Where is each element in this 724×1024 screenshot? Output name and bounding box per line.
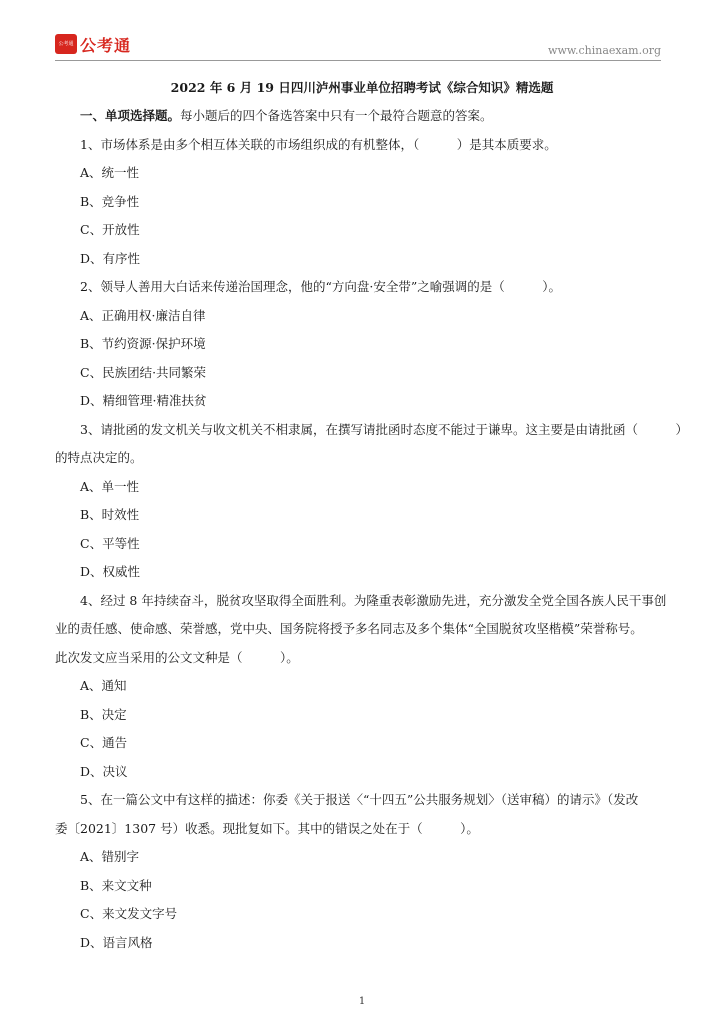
answer-option: B、时效性 [80,507,140,522]
question-list [55,131,688,958]
question-block [55,416,688,587]
answer-option: D、精细管理·精准扶贫 [80,393,207,408]
answer-option: B、节约资源·保护环境 [80,336,206,351]
section-heading [55,102,669,131]
question-stem: 的特点决定的。 [55,450,143,465]
question-stem: 1、市场体系是由多个相互体关联的市场组织成的有机整体，（ ）是其本质要求。 [80,136,557,152]
section-label: 一、单项选择题。 [80,108,181,123]
answer-option: D、决议 [80,763,128,779]
answer-option: B、竞争性 [80,193,140,209]
answer-option: A、统一性 [80,165,140,180]
question-block [55,786,669,957]
answer-option: B、来文文种 [80,877,152,893]
answer-option: A、正确用权·廉洁自律 [80,307,206,323]
question-stem: 业的责任感、使命感、荣誉感，党中央、国务院将授予多名同志及多个集体“全国脱贫攻坚楷模”荣誉称号。 [55,621,643,636]
question-stem: 委〔2021〕1307 号）收悉。现批复如下。其中的错误之处在于（ ）。 [55,820,479,836]
question-block [55,131,669,274]
answer-option: A、通知 [80,678,127,693]
answer-option: A、错别字 [80,849,140,864]
answer-option: A、单一性 [80,478,140,494]
page-header [0,0,724,60]
question-stem: 4、经过 8 年持续奋斗，脱贫攻坚取得全面胜利。为隆重表彰激励先进，充分激发全党全国各族人民干事创 [80,592,667,608]
answer-option: D、语言风格 [80,934,153,950]
answer-option: D、有序性 [80,250,141,266]
answer-option: C、通告 [80,735,128,750]
question-block [55,273,669,416]
answer-option: D、权威性 [80,564,141,579]
answer-option: C、民族团结·共同繁荣 [80,364,207,380]
question-stem: 5、在一篇公文中有这样的描述：你委《关于报送〈“十四五”公共服务规划〉（送审稿）的请示》（发改 [80,792,639,807]
document-title: 2022 年 6 月 19 日四川泸州事业单位招聘考试《综合知识》精选题 [170,80,554,95]
answer-option: C、开放性 [80,222,140,237]
page-number: 1 [358,996,366,1007]
logo[interactable] [55,33,131,55]
answer-option: C、平等性 [80,535,140,551]
question-block [55,587,669,787]
answer-option: B、决定 [80,706,127,722]
document-body [55,76,688,957]
question-stem: 此次发文应当采用的公文文种是（ ）。 [55,649,299,665]
site-url[interactable]: www.chinaexam.org [548,44,661,57]
logo-badge-icon: 公考通 [55,34,77,54]
header-divider [55,60,661,61]
answer-option: C、来文发文字号 [80,906,178,921]
logo-text: 公考通 [80,35,132,55]
question-stem: 2、领导人善用大白话来传递治国理念，他的“方向盘·安全带”之喻强调的是（ ）。 [80,279,561,294]
question-stem: 3、请批函的发文机关与收文机关不相隶属，在撰写请批函时态度不能过于谦卑。这主要是由请批函（ ） [80,421,688,437]
section-description: 每小题后的四个备选答案中只有一个最符合题意的答案。 [180,108,493,123]
